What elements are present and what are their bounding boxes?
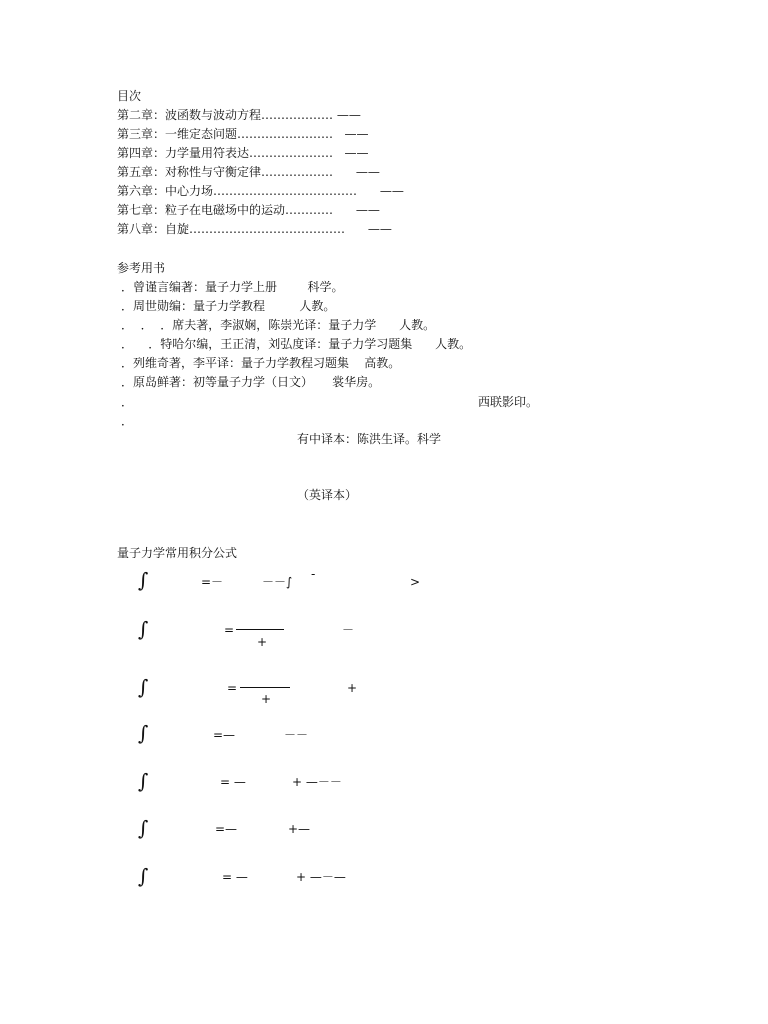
integral-sign: ∫	[138, 864, 149, 888]
fraction-bar	[240, 687, 290, 688]
reference-item: ．曾谨言编著：量子力学上册 科学。	[121, 280, 344, 294]
toc-chapter-7: 第七章：粒子在电磁场中的运动………… ——	[117, 203, 380, 217]
reference-item: ．	[121, 395, 134, 409]
references-heading: 参考用书	[117, 261, 166, 275]
formula-fragment: －－	[284, 728, 309, 742]
reference-item: ． ．特哈尔编，王正清，刘弘度译：量子力学习题集 人教。	[121, 337, 472, 351]
reference-item: ．周世勋编：量子力学教程 人教。	[121, 299, 336, 313]
toc-chapter-4: 第四章：力学量用符表达………………… ——	[117, 146, 369, 160]
formula-fragment: －－∫	[262, 575, 293, 589]
integral-sign: ∫	[138, 617, 149, 641]
formula-superscript: -	[311, 567, 316, 581]
toc-chapter-5: 第五章：对称性与守衡定律……………… ——	[117, 165, 380, 179]
integral-sign: ∫	[138, 816, 149, 840]
reference-item: ．列维奇著，李平译：量子力学教程习题集 高教。	[121, 356, 401, 370]
formula-fragment: +	[347, 681, 358, 695]
english-translation-note: （英译本）	[297, 488, 358, 502]
formula-fragment: =－	[201, 575, 224, 589]
reference-item: ．原岛鲜著：初等量子力学（日文） 裳华房。	[121, 375, 381, 389]
toc-heading: 目次	[117, 89, 142, 103]
formula-fragment: =	[224, 623, 235, 637]
integral-sign: ∫	[138, 675, 149, 699]
formula-fragment: =	[227, 681, 238, 695]
formula-fragment: －	[342, 623, 355, 637]
formula-fragment: +—	[288, 822, 311, 836]
toc-chapter-3: 第三章：一维定态问题…………………… ——	[117, 127, 369, 141]
reference-item: ． ． ．席夫著，李淑娴，陈崇光译：量子力学 人教。	[121, 318, 436, 332]
formula-fragment: + —－—	[296, 870, 346, 884]
reference-item: ．	[121, 414, 134, 428]
formula-fragment: +	[261, 692, 272, 706]
formula-fragment: +	[257, 635, 268, 649]
chinese-translation-note: 有中译本：陈洪生译。科学	[297, 432, 442, 446]
formula-fragment: =—	[213, 728, 236, 742]
integral-sign: ∫	[138, 769, 149, 793]
formula-fragment: = —	[222, 870, 248, 884]
xilian-note: 西联影印。	[478, 395, 539, 409]
toc-chapter-8: 第八章：自旋………………………………… ——	[117, 222, 392, 236]
toc-chapter-6: 第六章：中心力场……………………………… ——	[117, 184, 404, 198]
formula-condition: >	[410, 575, 421, 589]
fraction-bar	[236, 629, 284, 630]
integral-sign: ∫	[138, 568, 149, 592]
formula-fragment: + —－－	[292, 775, 342, 789]
integrals-heading: 量子力学常用积分公式	[117, 546, 238, 560]
formula-fragment: = —	[220, 775, 246, 789]
formula-fragment: =—	[215, 822, 238, 836]
integral-sign: ∫	[138, 721, 149, 745]
toc-chapter-2: 第二章：波函数与波动方程……………… ——	[117, 108, 361, 122]
